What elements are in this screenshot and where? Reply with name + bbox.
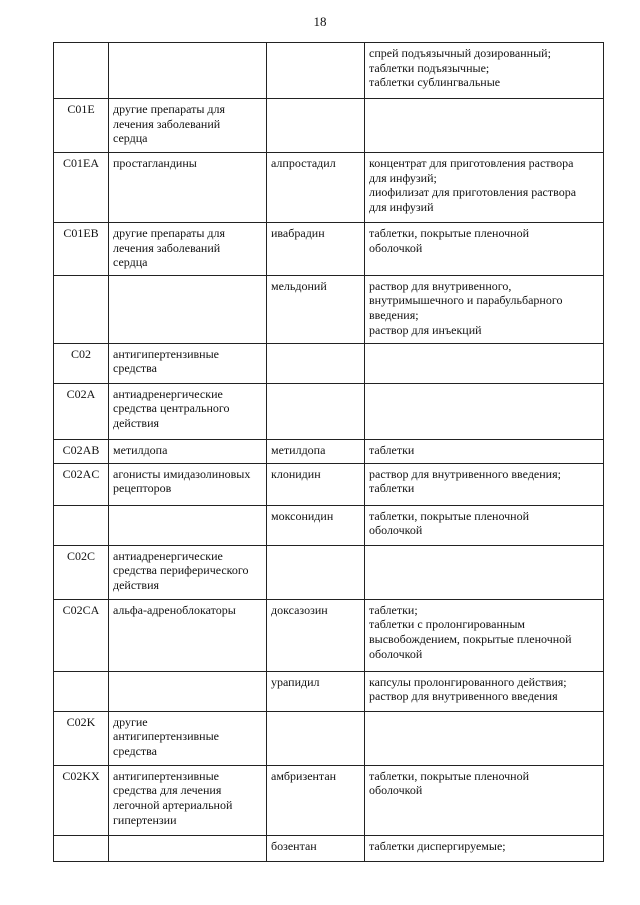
substance-cell: амбризентан bbox=[267, 765, 365, 835]
substance-cell bbox=[267, 711, 365, 765]
group-name-cell bbox=[109, 275, 267, 343]
dosage-form-line: капсулы пролонгированного действия; bbox=[369, 674, 567, 689]
table-row bbox=[54, 439, 604, 463]
substance-cell bbox=[267, 99, 365, 153]
dosage-forms-cell bbox=[365, 223, 604, 276]
group-name-line: средства bbox=[113, 743, 158, 758]
dosage-forms-cell bbox=[365, 599, 604, 671]
group-name-line: действия bbox=[113, 577, 160, 592]
substance-cell: моксонидин bbox=[267, 505, 365, 545]
dosage-form-line: таблетки сублингвальные bbox=[369, 75, 501, 90]
dosage-form-line: раствор для внутривенного введения; bbox=[369, 466, 561, 481]
group-name-cell bbox=[109, 765, 267, 835]
group-name-line: антигипертензивные bbox=[113, 768, 219, 783]
table-row bbox=[54, 711, 604, 765]
group-name-line: лечения заболеваний bbox=[113, 240, 221, 255]
dosage-form-line: таблетки bbox=[369, 481, 415, 496]
group-name-cell bbox=[109, 505, 267, 545]
group-name-cell bbox=[109, 99, 267, 153]
dosage-form-line: оболочкой bbox=[369, 646, 423, 661]
group-name-cell bbox=[109, 439, 267, 463]
dosage-form-line: внутримышечного и парабульбарного bbox=[369, 293, 563, 308]
dosage-forms-cell bbox=[365, 671, 604, 711]
group-name-line: антиадренергические bbox=[113, 548, 223, 563]
substance-cell: бозентан bbox=[267, 835, 365, 861]
table-row bbox=[54, 99, 604, 153]
dosage-form-line: таблетки; bbox=[369, 602, 418, 617]
dosage-forms-cell bbox=[365, 439, 604, 463]
dosage-forms-cell bbox=[365, 545, 604, 599]
substance-cell: алпростадил bbox=[267, 153, 365, 223]
substance-cell bbox=[267, 43, 365, 99]
table-row bbox=[54, 43, 604, 99]
dosage-form-line: таблетки, покрытые пленочной bbox=[369, 508, 530, 523]
dosage-forms-cell bbox=[365, 765, 604, 835]
dosage-forms-cell bbox=[365, 153, 604, 223]
dosage-form-line: спрей подъязычный дозированный; bbox=[369, 46, 551, 60]
group-name-cell bbox=[109, 463, 267, 505]
dosage-form-line: раствор для внутривенного, bbox=[369, 278, 512, 293]
table-row bbox=[54, 383, 604, 439]
group-name-line: альфа-адреноблокаторы bbox=[113, 602, 236, 617]
atc-code-cell bbox=[54, 275, 109, 343]
page-number: 18 bbox=[313, 14, 327, 29]
dosage-forms-cell bbox=[365, 711, 604, 765]
table-row bbox=[54, 343, 604, 383]
table-row bbox=[54, 223, 604, 276]
substance-cell bbox=[267, 343, 365, 383]
atc-code-cell: C02A bbox=[54, 383, 109, 439]
group-name-line: средства для лечения bbox=[113, 783, 222, 798]
group-name-line: гипертензии bbox=[113, 812, 177, 827]
table-row bbox=[54, 765, 604, 835]
group-name-line: легочной артериальной bbox=[113, 797, 233, 812]
dosage-form-line: высвобождением, покрытые пленочной bbox=[369, 631, 572, 646]
atc-code-cell: C01EB bbox=[54, 223, 109, 276]
atc-code-cell: C02KX bbox=[54, 765, 109, 835]
dosage-form-line: таблетки bbox=[369, 442, 415, 457]
dosage-form-line: оболочкой bbox=[369, 783, 423, 798]
group-name-cell bbox=[109, 835, 267, 861]
atc-code-cell: C02 bbox=[54, 343, 109, 383]
group-name-line: сердца bbox=[113, 255, 148, 270]
group-name-line: рецепторов bbox=[113, 481, 172, 496]
atc-code-cell bbox=[54, 43, 109, 99]
group-name-line: антиадренергические bbox=[113, 386, 223, 401]
dosage-form-line: таблетки диспергируемые; bbox=[369, 838, 506, 853]
group-name-line: антигипертензивные bbox=[113, 729, 219, 744]
group-name-line: другие препараты для bbox=[113, 226, 226, 240]
dosage-forms-cell bbox=[365, 275, 604, 343]
dosage-form-line: таблетки, покрытые пленочной bbox=[369, 226, 530, 240]
atc-code-cell: C01E bbox=[54, 99, 109, 153]
group-name-cell bbox=[109, 153, 267, 223]
dosage-forms-cell bbox=[365, 463, 604, 505]
table-row bbox=[54, 545, 604, 599]
substance-cell: урапидил bbox=[267, 671, 365, 711]
group-name-line: антигипертензивные bbox=[113, 346, 219, 361]
dosage-form-line: таблетки подъязычные; bbox=[369, 60, 490, 75]
atc-code-cell bbox=[54, 505, 109, 545]
table-row bbox=[54, 835, 604, 861]
atc-code-cell: C02C bbox=[54, 545, 109, 599]
dosage-form-line: таблетки, покрытые пленочной bbox=[369, 768, 530, 783]
dosage-forms-cell bbox=[365, 343, 604, 383]
atc-code-cell: C01EA bbox=[54, 153, 109, 223]
group-name-line: средства периферического bbox=[113, 563, 249, 578]
table-row bbox=[54, 463, 604, 505]
atc-code-cell: C02AB bbox=[54, 439, 109, 463]
dosage-form-line: лиофилизат для приготовления раствора bbox=[369, 185, 577, 200]
substance-cell bbox=[267, 545, 365, 599]
dosage-form-line: оболочкой bbox=[369, 240, 423, 255]
group-name-line: другие bbox=[113, 714, 148, 729]
dosage-forms-cell bbox=[365, 835, 604, 861]
substance-cell bbox=[267, 383, 365, 439]
atc-code-cell: C02K bbox=[54, 711, 109, 765]
group-name-cell bbox=[109, 343, 267, 383]
group-name-line: простагландины bbox=[113, 156, 197, 170]
atc-code-cell bbox=[54, 671, 109, 711]
substance-cell: доксазозин bbox=[267, 599, 365, 671]
table-row bbox=[54, 671, 604, 711]
group-name-line: сердца bbox=[113, 131, 148, 146]
dosage-form-line: раствор для внутривенного введения bbox=[369, 689, 558, 704]
group-name-cell bbox=[109, 711, 267, 765]
dosage-forms-cell bbox=[365, 43, 604, 99]
dosage-form-line: раствор для инъекций bbox=[369, 322, 482, 337]
group-name-line: лечения заболеваний bbox=[113, 116, 221, 131]
dosage-forms-cell bbox=[365, 99, 604, 153]
dosage-form-line: концентрат для приготовления раствора bbox=[369, 156, 574, 170]
table-row bbox=[54, 505, 604, 545]
substance-cell: метилдопа bbox=[267, 439, 365, 463]
group-name-line: средства bbox=[113, 361, 158, 376]
group-name-line: средства центрального bbox=[113, 401, 230, 416]
group-name-line: метилдопа bbox=[113, 442, 168, 457]
dosage-form-line: для инфузий; bbox=[369, 170, 437, 185]
dosage-form-line: для инфузий bbox=[369, 199, 434, 214]
table-row bbox=[54, 153, 604, 223]
drug-table bbox=[53, 42, 604, 862]
substance-cell: мельдоний bbox=[267, 275, 365, 343]
group-name-cell bbox=[109, 671, 267, 711]
group-name-line: другие препараты для bbox=[113, 102, 226, 116]
atc-code-cell bbox=[54, 835, 109, 861]
group-name-cell bbox=[109, 599, 267, 671]
dosage-form-line: оболочкой bbox=[369, 523, 423, 538]
group-name-cell bbox=[109, 223, 267, 276]
group-name-cell bbox=[109, 383, 267, 439]
table-row bbox=[54, 599, 604, 671]
atc-code-cell: C02CA bbox=[54, 599, 109, 671]
dosage-forms-cell bbox=[365, 505, 604, 545]
group-name-cell bbox=[109, 545, 267, 599]
dosage-forms-cell bbox=[365, 383, 604, 439]
group-name-line: агонисты имидазолиновых bbox=[113, 466, 251, 481]
substance-cell: клонидин bbox=[267, 463, 365, 505]
dosage-form-line: введения; bbox=[369, 307, 419, 322]
dosage-form-line: таблетки с пролонгированным bbox=[369, 617, 526, 632]
group-name-cell bbox=[109, 43, 267, 99]
substance-cell: ивабрадин bbox=[267, 223, 365, 276]
atc-code-cell: C02AC bbox=[54, 463, 109, 505]
group-name-line: действия bbox=[113, 415, 160, 430]
table-row bbox=[54, 275, 604, 343]
